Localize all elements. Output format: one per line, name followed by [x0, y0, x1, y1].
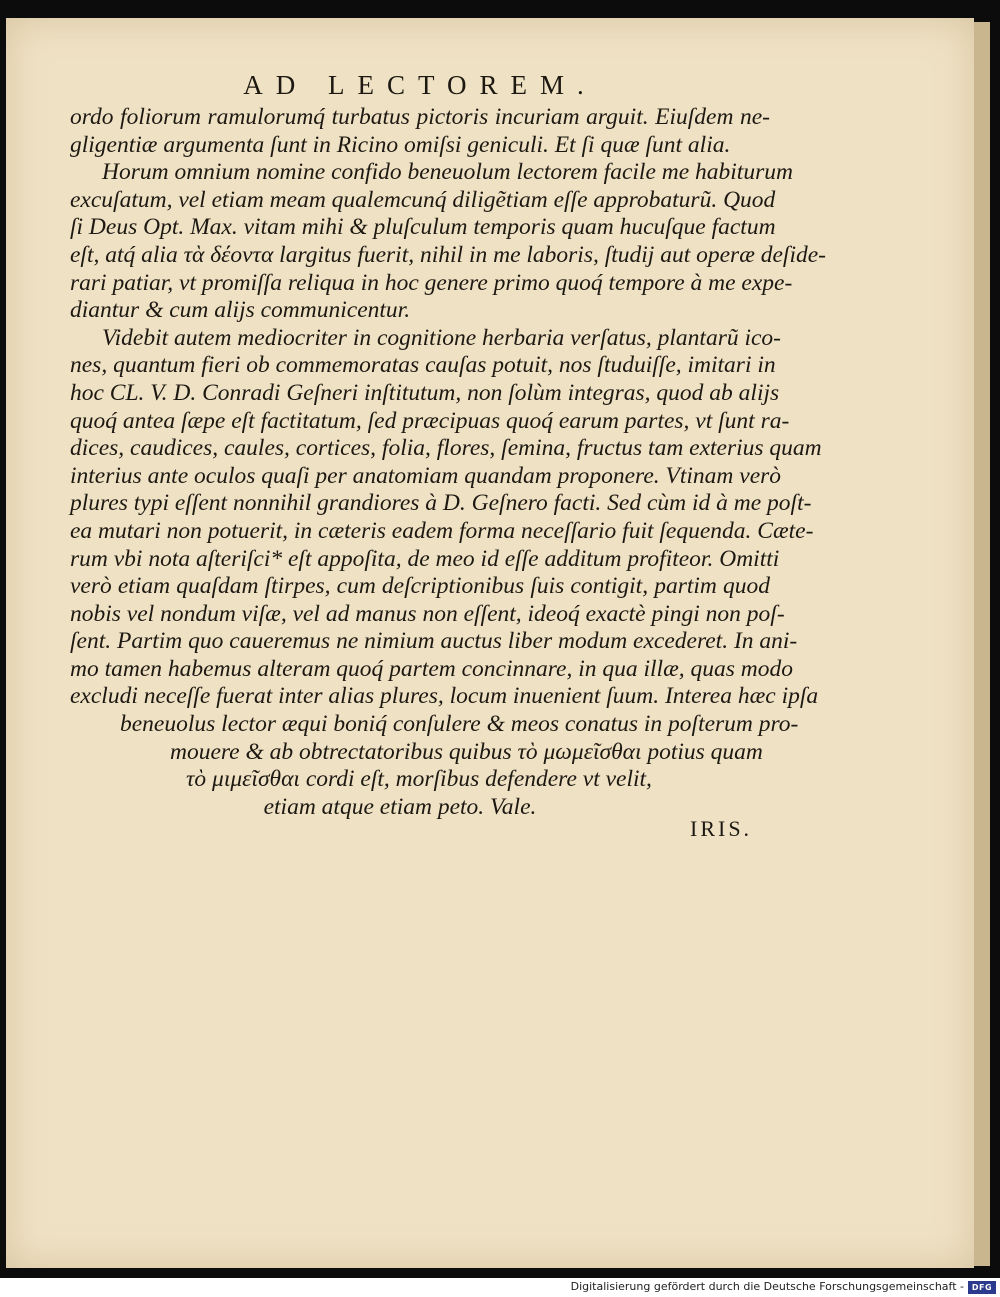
- text-line: rari patiar, vt promiſſa reliqua in hoc genere primo quoq́ tempore à me expe-: [70, 269, 793, 296]
- text-line: excuſatum, vel etiam meam qualemcunq́ diligẽtiam eſſe approbaturũ. Quod: [70, 186, 776, 213]
- text-line: ea mutari non potuerit, in cæteris eadem forma neceſſario fuit ſequenda. Cæte-: [70, 517, 814, 544]
- text-line: ſi Deus Opt. Max. vitam mihi & pluſculum temporis quam hucuſque factum: [70, 214, 776, 241]
- digitization-footer: [0, 1278, 1000, 1297]
- text-line: ordo foliorum ramulorumq́ turbatus pictoris incuriam arguit. Eiuſdem ne-: [70, 104, 770, 130]
- text-line: verò etiam quaſdam ſtirpes, cum deſcriptionibus ſuis contigit, partim quod: [70, 573, 770, 600]
- page-body-text: [70, 104, 826, 821]
- text-line: dices, caudices, caules, cortices, folia, flores, ſemina, fructus tam exterius quam: [70, 435, 822, 462]
- text-line: Videbit autem mediocriter in cognitione herbaria verſatus, plantarũ ico-: [102, 324, 781, 351]
- text-line: quoq́ antea ſæpe eſt factitatum, ſed præcipuas quoq́ earum partes, vt ſunt ra-: [70, 407, 790, 434]
- text-line: mo tamen habemus alteram quoq́ partem concinnare, in qua illæ, quas modo: [70, 655, 794, 682]
- text-line: hoc CL. V. D. Conradi Geſneri inſtitutum, non ſolùm integras, quod ab alijs: [70, 379, 780, 406]
- text-line: ſent. Partim quo caueremus ne nimium auctus liber modum excederet. In ani-: [70, 628, 798, 655]
- page-edge: [974, 22, 990, 1266]
- text-line: Horum omnium nomine confido beneuolum lectorem facile me habiturum: [102, 159, 793, 186]
- text-line: beneuolus lector æqui boniq́ conſulere & meos conatus in poſterum pro-: [120, 711, 799, 738]
- text-line: excludi neceſſe fuerat inter alias plures, locum inuenient ſuum. Interea hæc ipſa: [70, 683, 819, 710]
- text-line: nes, quantum fieri ob commemoratas cauſas potuit, nos ſtuduiſſe, imitari in: [70, 352, 776, 379]
- running-head: AD LECTOREM.: [243, 70, 597, 100]
- funding-notice: Digitalisierung gefördert durch die Deutsche Forschungsgemeinschaft -: [570, 1280, 964, 1293]
- text-line: interius ante oculos quaſi per anatomiam quandam proponere. Vtinam verò: [70, 462, 782, 489]
- text-line: nobis vel nondum viſæ, vel ad manus non eſſent, ideoq́ exactè pingi non poſ-: [70, 600, 785, 627]
- text-line: τὸ μιμεῖσθαι cordi eſt, morſibus defendere vt velit,: [186, 766, 652, 793]
- text-line: rum vbi nota aſteriſci* eſt appoſita, de meo id eſſe additum profiteor. Omitti: [70, 545, 780, 572]
- text-line: etiam atque etiam peto. Vale.: [263, 793, 537, 820]
- text-line: plures typi eſſent nonnihil grandiores à D. Geſnero facti. Sed cùm id à me poſt-: [70, 490, 812, 517]
- text-line: eſt, atq́ alia τὰ δέοντα largitus fuerit, nihil in me laboris, ſtudij aut operæ deſide-: [70, 241, 826, 268]
- text-line: diantur & cum alijs communicentur.: [70, 297, 411, 324]
- dfg-logo: DFG: [968, 1281, 996, 1294]
- text-line: mouere & ab obtrectatoribus quibus τὸ μωμεῖσθαι potius quam: [170, 738, 763, 765]
- catchword: IRIS.: [690, 816, 753, 841]
- text-line: gligentiæ argumenta ſunt in Ricino omiſsi geniculi. Et ſi quæ ſunt alia.: [70, 131, 731, 158]
